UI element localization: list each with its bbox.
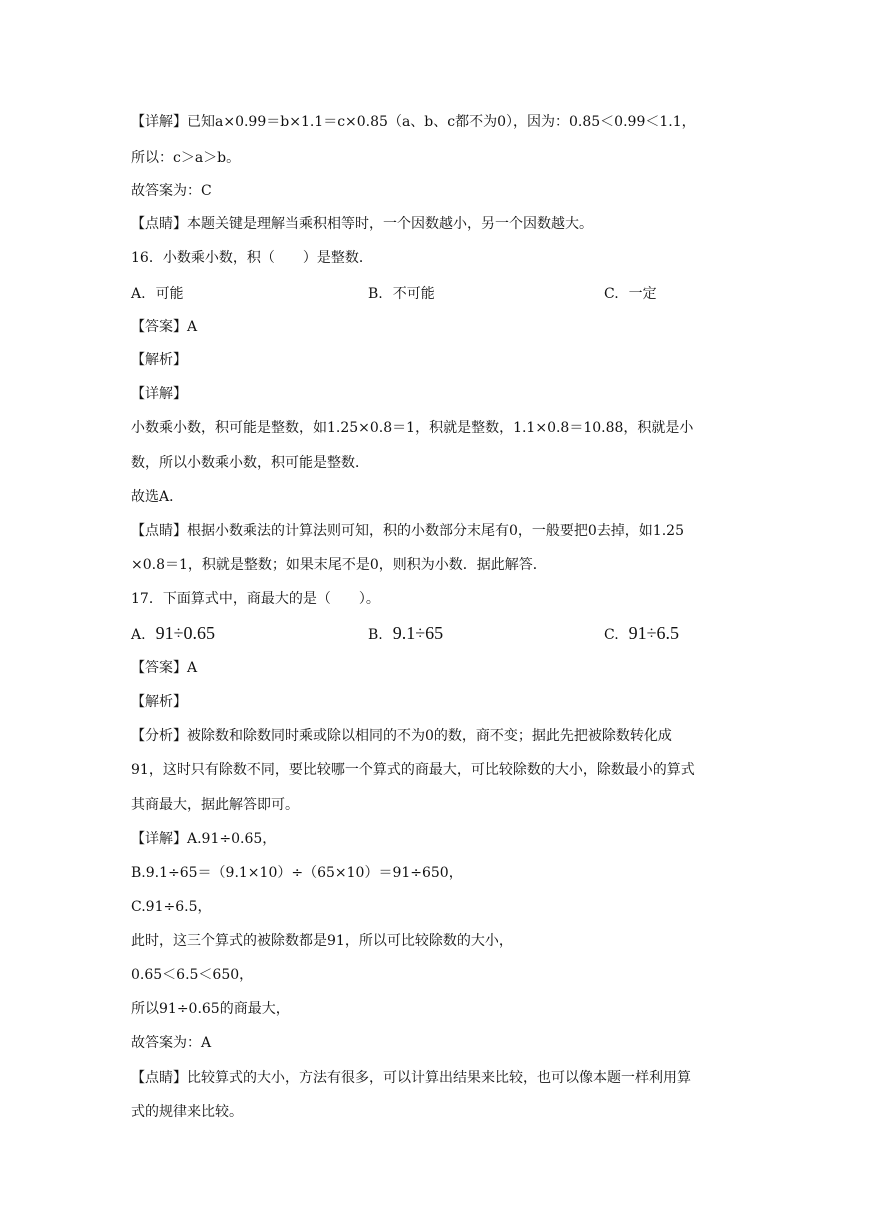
- q16-option-b: [368, 284, 435, 304]
- q17-answer: 【答案】A: [131, 660, 198, 676]
- q15-answer-line: 故答案为：C: [131, 183, 212, 199]
- q17-option-b: [368, 623, 443, 645]
- q17-question: 17．下面算式中，商最大的是（ ）。: [131, 591, 380, 607]
- q16-option-b-text: 不可能: [392, 286, 435, 302]
- q17-detail-line-1: 【详解】A.91÷0.65，: [131, 831, 277, 847]
- q17-option-b-text: 9.1÷65: [392, 623, 444, 643]
- q17-tip-line-2: 式的规律来比较。: [131, 1104, 243, 1120]
- q17-option-b-letter: B.: [368, 627, 383, 643]
- q16-tip-line-2: ×0.8＝1，积就是整数；如果末尾不是0，则积为小数．据此解答．: [131, 557, 547, 573]
- q17-detail-line-5: 0.65＜6.5＜650，: [131, 967, 254, 983]
- q17-analysis-line-3: 其商最大，据此解答即可。: [131, 797, 299, 813]
- q17-option-a-letter: A.: [131, 627, 146, 643]
- q17-detail-line-2: B.9.1÷65＝（9.1×10）÷（65×10）＝91÷650，: [131, 865, 463, 881]
- q16-option-a-text: 可能: [155, 286, 184, 302]
- q17-answer-line: 故答案为：A: [131, 1035, 212, 1051]
- q17-tip-line-1: 【点睛】比较算式的大小，方法有很多，可以计算出结果来比较，也可以像本题一样利用算: [131, 1070, 691, 1086]
- q17-detail-line-6: 所以91÷0.65的商最大，: [131, 1001, 290, 1017]
- q16-option-c-text: 一定: [628, 286, 657, 302]
- q17-option-a-text: 91÷0.65: [155, 623, 215, 643]
- q17-detail-line-4: 此时，这三个算式的被除数都是91，所以可比较除数的大小，: [131, 933, 513, 949]
- q16-option-a-letter: A.: [131, 286, 146, 302]
- q16-option-b-letter: B.: [368, 286, 383, 302]
- q16-option-c-letter: C.: [604, 286, 619, 302]
- q16-detail-line-2: 数，所以小数乘小数，积可能是整数．: [131, 455, 369, 471]
- q15-detail-line-1: 【详解】已知a×0.99＝b×1.1＝c×0.85（a、b、c都不为0），因为：0.85＜0.99＜1.1，: [131, 114, 696, 130]
- q17-option-c-text: 91÷6.5: [628, 623, 680, 643]
- q16-answer: 【答案】A: [131, 319, 198, 335]
- q17-option-c: [604, 623, 679, 645]
- q16-detail-line-1: 小数乘小数，积可能是整数，如1.25×0.8＝1，积就是整数，1.1×0.8＝10.88，积就是小: [131, 420, 694, 436]
- q17-option-a: [131, 623, 215, 645]
- q17-detail-line-3: C.91÷6.5，: [131, 899, 212, 915]
- q16-option-a: [131, 284, 184, 304]
- q17-analysis-heading: 【解析】: [131, 694, 187, 710]
- q16-choose: 故选A．: [131, 489, 184, 505]
- q16-question: 16．小数乘小数，积（ ）是整数．: [131, 250, 373, 266]
- q17-analysis-line-1: 【分析】被除数和除数同时乘或除以相同的不为0的数，商不变；据此先把被除数转化成: [131, 728, 672, 744]
- q15-detail-line-2: 所以：c＞a＞b。: [131, 150, 241, 166]
- q16-option-c: [604, 284, 657, 304]
- q16-tip-line-1: 【点睛】根据小数乘法的计算法则可知，积的小数部分末尾有0，一般要把0去掉，如1.25: [131, 523, 684, 539]
- q16-detail-heading: 【详解】: [131, 386, 187, 402]
- q17-analysis-line-2: 91，这时只有除数不同，要比较哪一个算式的商最大，可比较除数的大小，除数最小的算式: [131, 762, 695, 778]
- q15-tip: 【点睛】本题关键是理解当乘积相等时，一个因数越小，另一个因数越大。: [131, 216, 593, 232]
- q16-analysis-heading: 【解析】: [131, 352, 187, 368]
- q17-option-c-letter: C.: [604, 627, 619, 643]
